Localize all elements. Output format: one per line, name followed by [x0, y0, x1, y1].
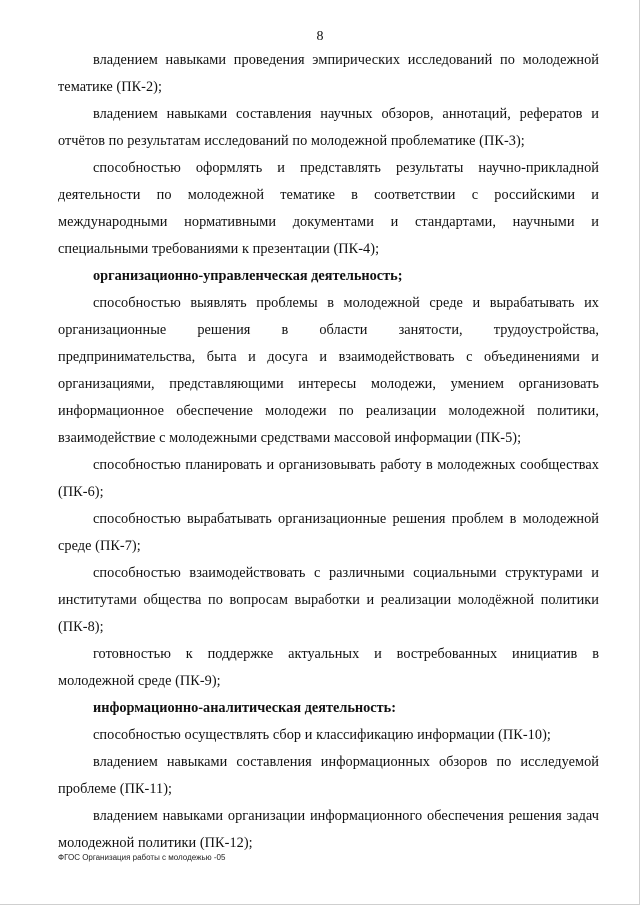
paragraph-pk9: готовностью к поддержке актуальных и востребованных инициатив в молодежной среде (ПК-9);: [58, 646, 599, 689]
paragraph-pk2: владением навыками проведения эмпирических исследований по молодежной тематике (ПК-2);: [58, 52, 599, 95]
paragraph-pk6: способностью планировать и организовывать работу в молодежных сообществах (ПК-6);: [58, 457, 599, 500]
paragraph-pk11: владением навыками составления информационных обзоров по исследуемой проблеме (ПК-11);: [58, 754, 599, 797]
section-heading-organizational: организационно-управленческая деятельность;: [93, 268, 403, 284]
paragraph-pk7: способностью вырабатывать организационные решения проблем в молодежной среде (ПК-7);: [58, 511, 599, 554]
paragraph-pk5: способностью выявлять проблемы в молодежной среде и вырабатывать их организационные решения в области занятости, трудоустройства, предпринимательства, быта и досуга и взаимодействовать с объединениями и организациями, представляющими интересы молодежи, умением организовать информационное обеспечение молодежи по реализации молодежной политики, взаимодействие с молодежными средствами массовой информации (ПК-5);: [58, 295, 599, 446]
paragraph-pk3: владением навыками составления научных обзоров, аннотаций, рефератов и отчётов по результатам исследований по молодежной проблематике (ПК-3);: [58, 106, 599, 149]
paragraph-pk4: способностью оформлять и представлять результаты научно-прикладной деятельности по молодежной тематике в соответствии с российскими и международными нормативными документами и стандартами, научными и специальными требованиями к презентации (ПК-4);: [58, 160, 599, 257]
paragraph-pk10: способностью осуществлять сбор и классификацию информации (ПК-10);: [93, 727, 551, 743]
page-body: [58, 47, 599, 857]
page-number: 8: [316, 29, 324, 44]
paragraph-pk8: способностью взаимодействовать с различными социальными структурами и институтами общества по вопросам выработки и реализации молодёжной политики (ПК-8);: [58, 565, 599, 635]
section-heading-informational: информационно-аналитическая деятельность:: [93, 700, 396, 716]
footer-note: ФГОС Организация работы с молодежью -05: [58, 853, 226, 862]
paragraph-pk12: владением навыками организации информационного обеспечения решения задач молодежной политики (ПК-12);: [58, 808, 599, 851]
